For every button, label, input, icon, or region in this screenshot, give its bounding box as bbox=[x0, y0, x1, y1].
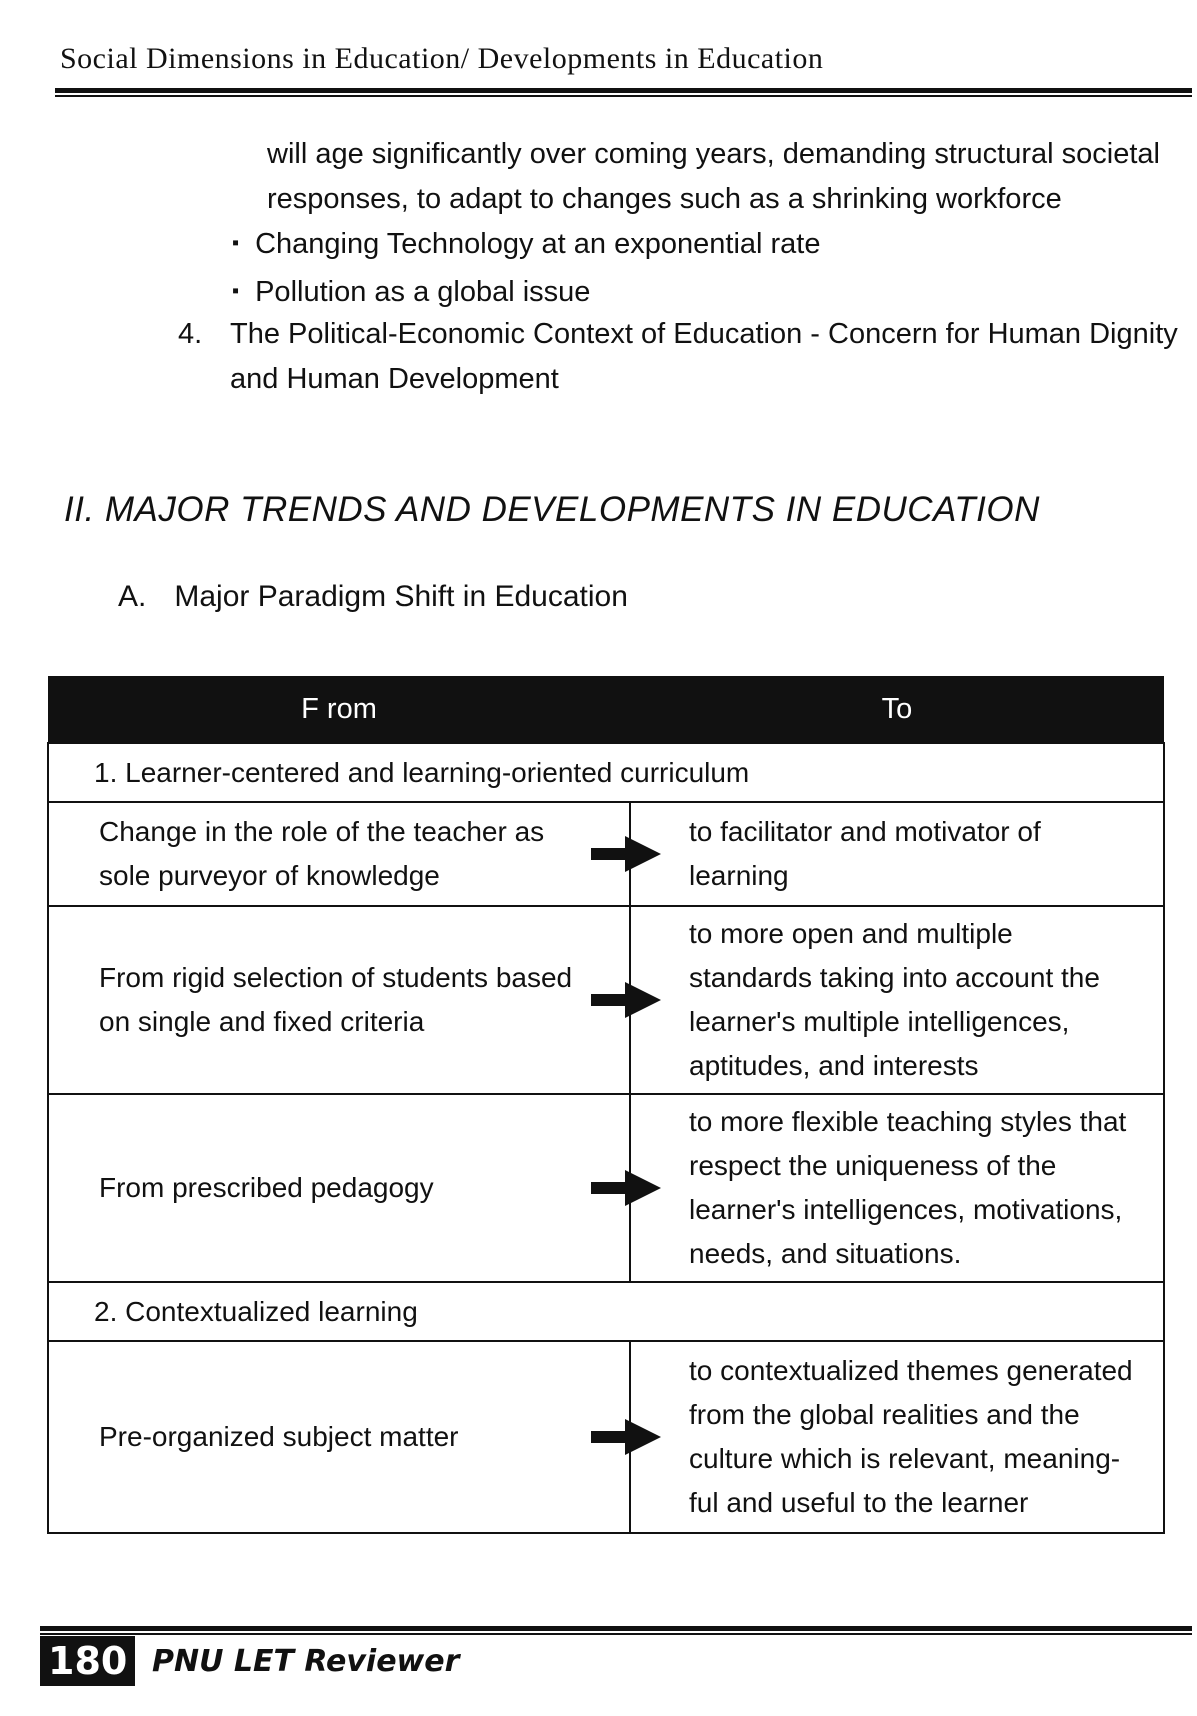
publication-name: PNU LET Reviewer bbox=[152, 1644, 460, 1679]
right-arrow-icon bbox=[591, 834, 661, 874]
to-cell-text: to more open and multiple standards taking into account the learner's multiple intelligences, aptitudes, and interests bbox=[689, 918, 1100, 1081]
right-arrow-icon bbox=[591, 980, 661, 1020]
continuation-text: will age significantly over coming years, demanding structural societal responses, to adapt to changes such as a shrinking workforce bbox=[267, 138, 1160, 215]
bullet-item bbox=[232, 222, 820, 270]
to-cell bbox=[630, 1341, 1164, 1533]
table-row bbox=[48, 906, 1164, 1094]
right-arrow-icon bbox=[591, 1168, 661, 1208]
bullet-item-label: Changing Technology at an exponential rate bbox=[255, 228, 821, 260]
to-cell-text: to facilitator and motivator of learning bbox=[689, 816, 1041, 891]
paradigm-shift-table bbox=[47, 676, 1165, 1534]
to-cell bbox=[630, 802, 1164, 906]
bullet-item-label: Pollution as a global issue bbox=[255, 276, 591, 308]
column-header-from: F rom bbox=[48, 676, 630, 743]
to-cell-text: to contextualized themes generated from the global realities and the culture which is relevant, meaning-ful and useful to the learner bbox=[689, 1355, 1133, 1518]
header-rule bbox=[55, 88, 1192, 97]
page-number: 180 bbox=[40, 1636, 135, 1686]
to-cell bbox=[630, 1094, 1164, 1282]
category-row bbox=[48, 1282, 1164, 1341]
column-header-to: To bbox=[630, 676, 1164, 743]
right-arrow-icon bbox=[591, 1417, 661, 1457]
from-cell: Pre-organized subject matter bbox=[48, 1341, 630, 1533]
from-cell: From prescribed pedagogy bbox=[48, 1094, 630, 1282]
subsection-title: Major Paradigm Shift in Education bbox=[174, 580, 628, 613]
from-cell: From rigid selection of students based on single and fixed criteria bbox=[48, 906, 630, 1094]
footer-rule bbox=[40, 1626, 1192, 1635]
category-label: 1. Learner-centered and learning-oriented curriculum bbox=[48, 743, 1164, 802]
table-row bbox=[48, 1341, 1164, 1533]
category-row bbox=[48, 743, 1164, 802]
item-text: The Political-Economic Context of Education - Concern for Human Dignity and Human Development bbox=[230, 318, 1178, 395]
bullet-list bbox=[232, 222, 820, 318]
numbered-item-4 bbox=[178, 312, 1188, 402]
section-title: II. MAJOR TRENDS AND DEVELOPMENTS IN EDUCATION bbox=[64, 490, 1040, 529]
to-cell bbox=[630, 906, 1164, 1094]
to-cell-text: to more flexible teaching styles that respect the uniqueness of the learner's intelligences, motivations, needs, and situations. bbox=[689, 1106, 1127, 1269]
table-header-row bbox=[48, 676, 1164, 743]
item-number: 4. bbox=[178, 318, 203, 350]
subsection-heading bbox=[118, 580, 628, 614]
table-row bbox=[48, 802, 1164, 906]
subsection-letter: A. bbox=[118, 580, 147, 613]
from-cell: Change in the role of the teacher as sole purveyor of knowledge bbox=[48, 802, 630, 906]
bullet-item bbox=[232, 270, 820, 318]
table-row bbox=[48, 1094, 1164, 1282]
category-label: 2. Contextualized learning bbox=[48, 1282, 1164, 1341]
running-header: Social Dimensions in Education/ Developments in Education bbox=[60, 42, 824, 75]
